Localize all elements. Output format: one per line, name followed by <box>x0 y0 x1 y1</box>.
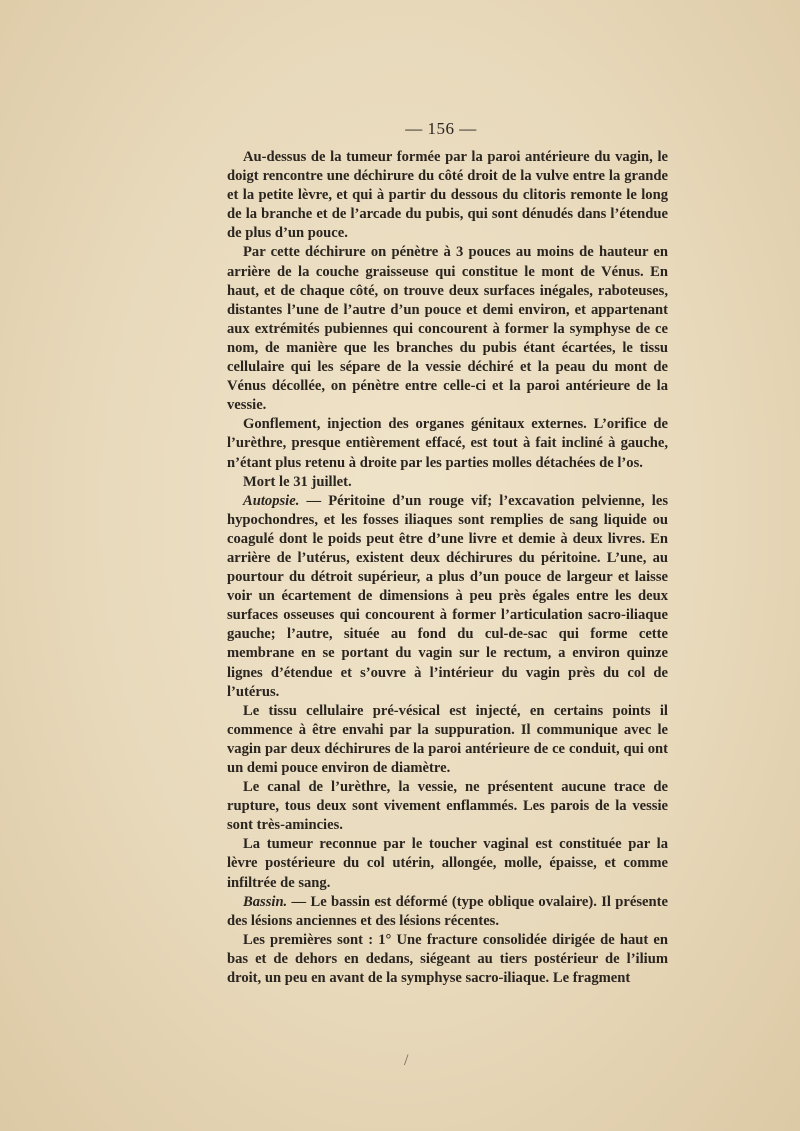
paragraph-text: La tumeur reconnue par le toucher vaginal est constituée par la lèvre postérieure du col utérin, allongée, molle, épaisse, et comme infiltrée de sang. <box>227 836 668 891</box>
paragraph <box>227 473 668 492</box>
paragraph-text: Gonflement, injection des organes génitaux externes. L’orifice de l’urèthre, presque entièrement effacé, est tout à fait incliné à gauche, n’étant plus retenu à droite par les parties molles détachées de l’os. <box>227 416 668 471</box>
paragraph-text: — Péritoine d’un rouge vif; l’excavation pelvienne, les hypochondres, et les fosses iliaques sont remplies de sang liquide ou coagulé dont le poids peut être d’une livre et demie à deux livres. En arrière de l’utérus, existent deux déchirures du péritoine. L’une, au pourtour du détroit supérieur, a plus d’un pouce de largeur et laisse voir un écartement de dimensions à peu près égales entre les deux surfaces osseuses qui concourent à former l’articulation sacro-iliaque gauche; l’autre, située au fond du cul-de-sac qui forme cette membrane en se portant du vagin sur le rectum, a environ quinze lignes d’étendue et s’ouvre à l’intérieur du vagin près du col de l’utérus. <box>227 492 668 700</box>
paragraph <box>227 835 668 892</box>
paragraph <box>227 893 668 931</box>
paragraph-text: Par cette déchirure on pénètre à 3 pouces au moins de hauteur en arrière de la couche graisseuse qui constitue le mont de Vénus. En haut, et de chaque côté, on trouve deux surfaces inégales, raboteuses, distantes l’une de l’autre d’un pouce et demi environ, et appartenant aux extrémités pubiennes qui concourent à former la symphyse de ce nom, de manière que les branches du pubis étant écartées, le tissu cellulaire qui les sépare de la vessie déchiré et la peau du mont de Vénus décollée, on pénètre entre celle-ci et la paroi antérieure de la vessie. <box>227 244 668 414</box>
section-lead: Bassin. <box>243 893 288 910</box>
paragraph <box>227 702 668 778</box>
paragraph <box>227 931 668 988</box>
paragraph-text: Le canal de l’urèthre, la vessie, ne présentent aucune trace de rupture, tous deux sont vivement enflammés. Les parois de la vessie sont très-amincies. <box>227 779 668 834</box>
section-lead: Autopsie. <box>243 492 300 509</box>
paragraph <box>227 778 668 835</box>
paragraph-text: Mort le 31 juillet. <box>243 473 352 490</box>
paragraph <box>227 243 668 415</box>
paragraph <box>227 148 668 243</box>
paragraph-text: Au-dessus de la tumeur formée par la paroi antérieure du vagin, le doigt rencontre une déchirure du côté droit de la vulve entre la grande et la petite lèvre, et qui à partir du dessous du clitoris remonte le long de la branche et de l’arcade du pubis, qui sont dénudés dans l’étendue de plus d’un pouce. <box>227 149 668 242</box>
paragraph-text: — Le bassin est déformé (type oblique ovalaire). Il présente des lésions anciennes et des lésions récentes. <box>227 893 668 929</box>
paragraph-text: Le tissu cellulaire pré-vésical est injecté, en certains points il commence à être envahi par la suppuration. Il communique avec le vagin par deux déchirures de la paroi antérieure de ce conduit, qui ont un demi pouce environ de diamètre. <box>227 702 668 776</box>
paragraph <box>227 415 668 472</box>
stray-pencil-mark: / <box>404 1052 409 1069</box>
paragraph <box>227 492 668 702</box>
paragraph-text: Les premières sont : 1° Une fracture consolidée dirigée de haut en bas et de dehors en dedans, siégeant au tiers postérieur de l’ilium droit, un peu en avant de la symphyse sacro-iliaque. Le fragment <box>227 931 668 987</box>
body-text <box>227 148 668 988</box>
page-number: — 156 — <box>405 119 477 138</box>
